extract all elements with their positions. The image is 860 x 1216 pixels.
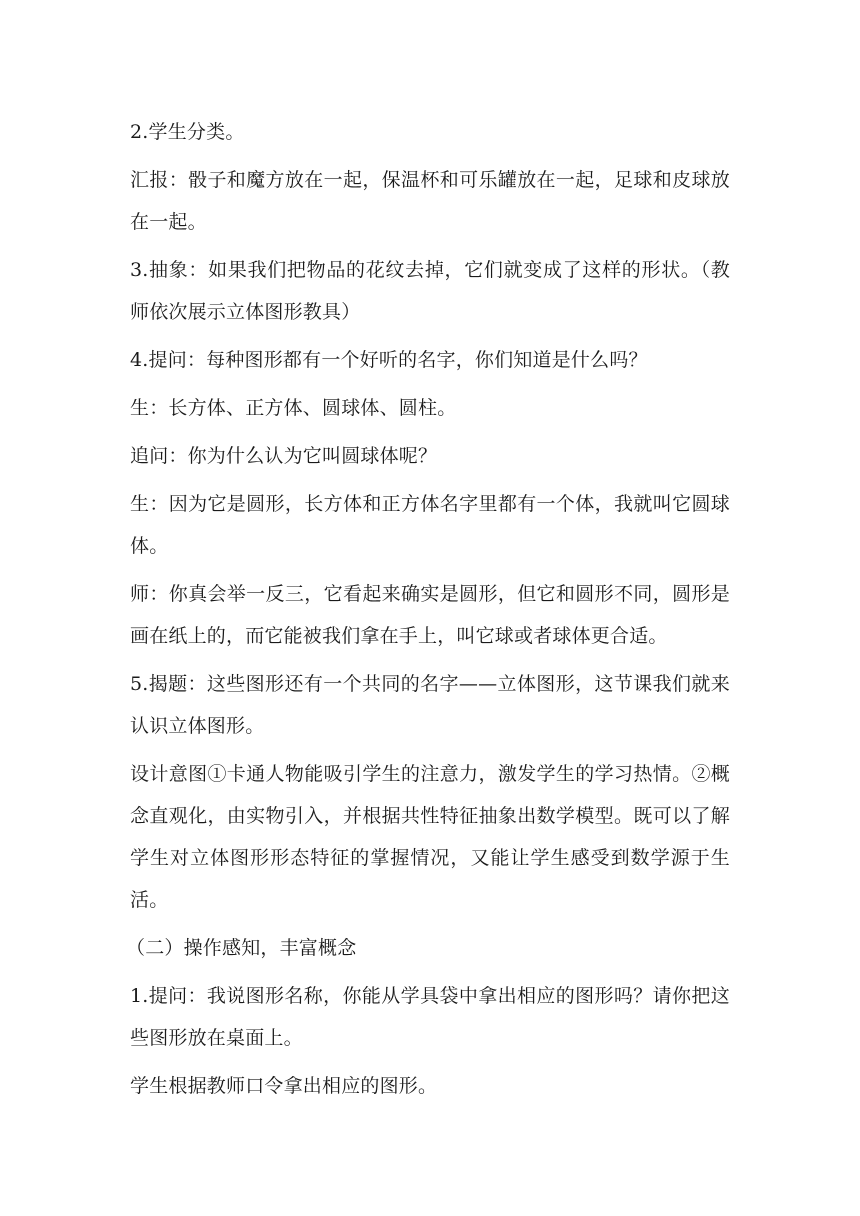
paragraph-student-action: 学生根据教师口令拿出相应的图形。	[130, 1075, 438, 1097]
paragraph-follow-up-question: 追问：你为什么认为它叫圆球体呢？	[130, 445, 438, 467]
document-body	[126, 111, 730, 1113]
paragraph-student-answer-1: 生：长方体、正方体、圆球体、圆柱。	[130, 397, 457, 419]
paragraph-question: 4.提问：每种图形都有一个好听的名字，你们知道是什么吗？	[130, 349, 648, 371]
paragraph-teacher-response: 师：你真会举一反三，它看起来确实是圆形，但它和圆形不同，圆形是画在纸上的，而它能被我们拿在手上，叫它球或者球体更合适。	[130, 583, 730, 647]
paragraph-operation-question: 1.提问：我说图形名称，你能从学具袋中拿出相应的图形吗？请你把这些图形放在桌面上。	[130, 985, 730, 1049]
paragraph-reveal-topic: 5.揭题：这些图形还有一个共同的名字——立体图形，这节课我们就来认识立体图形。	[130, 673, 730, 737]
section-heading-operation: （二）操作感知，丰富概念	[126, 937, 357, 959]
paragraph-design-intent: 设计意图①卡通人物能吸引学生的注意力，激发学生的学习热情。②概念直观化，由实物引入，并根据共性特征抽象出数学模型。既可以了解学生对立体图形形态特征的掌握情况，又能让学生感受到数学源于生活。	[130, 763, 730, 911]
paragraph-student-classify: 2.学生分类。	[130, 121, 245, 143]
paragraph-student-answer-2: 生：因为它是圆形，长方体和正方体名字里都有一个体，我就叫它圆球体。	[130, 493, 730, 557]
paragraph-report: 汇报：骰子和魔方放在一起，保温杯和可乐罐放在一起，足球和皮球放在一起。	[130, 169, 730, 233]
paragraph-abstract: 3.抽象：如果我们把物品的花纹去掉，它们就变成了这样的形状。（教师依次展示立体图形教具）	[130, 259, 730, 323]
